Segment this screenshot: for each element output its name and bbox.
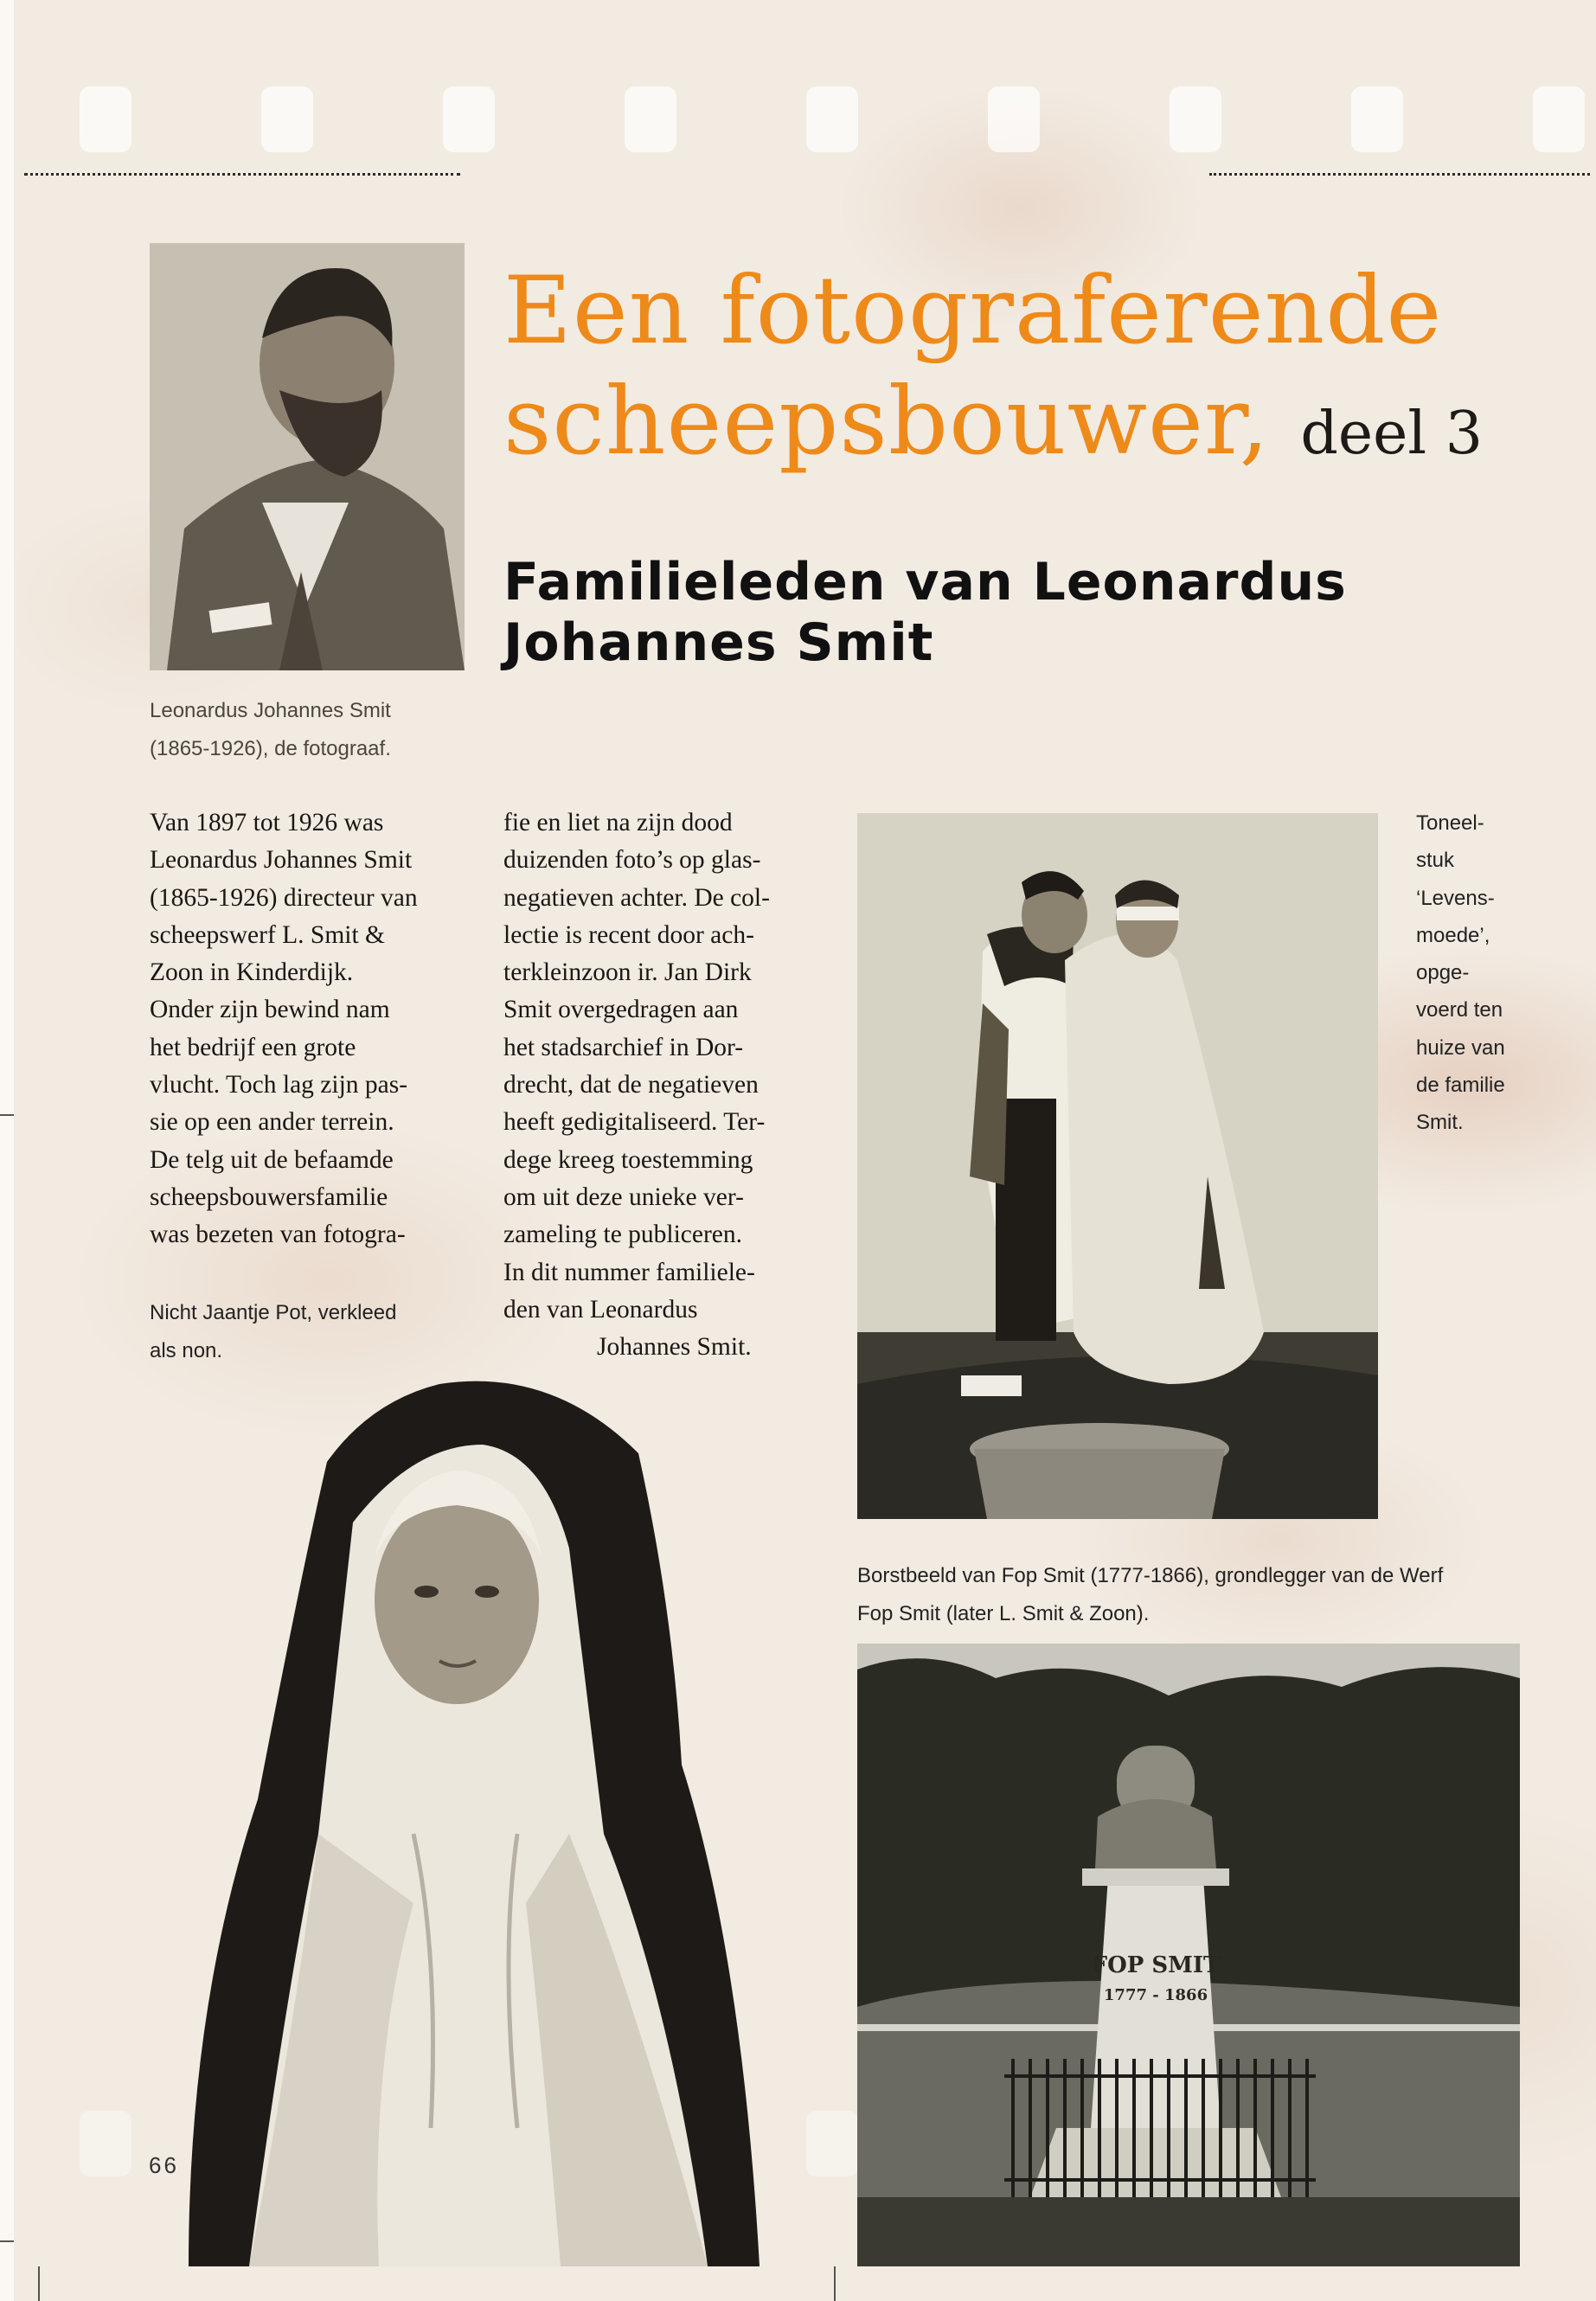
monument-years: 1777 - 1866	[1103, 1986, 1208, 2004]
body-line: Smit overgedragen aan	[503, 996, 739, 1024]
monument-name: FOP SMIT	[1091, 1952, 1221, 1978]
film-sprocket-hole	[625, 87, 676, 152]
bust-caption-line: Borstbeeld van Fop Smit (1777-1866), grondlegger van de Werf	[857, 1564, 1444, 1587]
theatre-play-photo	[857, 813, 1378, 1519]
title-part: deel 3	[1300, 400, 1483, 468]
body-line: den van Leonardus	[503, 1295, 698, 1324]
nun-caption-line: als non.	[150, 1339, 223, 1362]
body-line: (1865-1926) directeur van	[150, 883, 418, 912]
title-line-1: Een fotograferende	[503, 257, 1443, 365]
header-dotted-rule	[24, 173, 460, 176]
body-line: heeft gedigitaliseerd. Ter-	[503, 1108, 766, 1137]
body-line: was bezeten van fotogra-	[150, 1221, 406, 1249]
body-line: Zoon in Kinderdijk.	[150, 958, 354, 987]
portrait-caption	[150, 692, 391, 768]
body-line: Leonardus Johannes Smit	[150, 846, 413, 875]
nun-caption-line: Nicht Jaantje Pot, verkleed	[150, 1301, 397, 1324]
body-line: het bedrijf een grote	[150, 1033, 356, 1061]
body-line: Onder zijn bewind nam	[150, 996, 390, 1024]
film-sprocket-hole	[1533, 87, 1585, 152]
crop-mark	[38, 2266, 40, 2301]
crop-mark	[834, 2266, 836, 2301]
play-caption-line: Smit.	[1416, 1111, 1464, 1135]
subtitle-line-2: Johannes Smit	[503, 612, 934, 673]
body-line: De telg uit de befaamde	[150, 1145, 394, 1174]
play-caption-line: de familie	[1416, 1074, 1505, 1098]
body-line: Johannes Smit.	[597, 1333, 752, 1362]
film-sprocket-hole	[261, 87, 313, 152]
film-sprocket-hole	[988, 87, 1040, 152]
body-line: In dit nummer familiele-	[503, 1258, 755, 1286]
crop-mark	[0, 1114, 14, 1116]
play-caption-line: voerd ten	[1416, 998, 1503, 1022]
portrait-photo	[150, 243, 465, 670]
body-line: Van 1897 tot 1926 was	[150, 809, 384, 836]
body-line: dege kreeg toestemming	[503, 1145, 753, 1174]
portrait-caption-line: (1865-1926), de fotograaf.	[150, 737, 391, 760]
play-caption-line: Toneel-	[1416, 811, 1484, 835]
play-caption-line: stuk	[1416, 849, 1455, 873]
article-title	[503, 256, 1483, 490]
body-line: terkleinzoon ir. Jan Dirk	[503, 958, 752, 987]
bust-caption	[857, 1557, 1443, 1633]
body-line: om uit deze unieke ver-	[503, 1183, 744, 1211]
film-sprocket-hole	[1351, 87, 1403, 152]
nun-photo	[154, 1349, 811, 2266]
theatre-play-caption	[1416, 804, 1505, 1142]
body-line: het stadsarchief in Dor-	[503, 1033, 744, 1061]
body-line: negatieven achter. De col-	[503, 883, 770, 912]
body-line: lectie is recent door ach-	[503, 920, 754, 949]
play-caption-line: opge-	[1416, 961, 1470, 985]
body-line: scheepswerf L. Smit &	[150, 920, 385, 949]
header-dotted-rule	[1209, 173, 1590, 176]
body-line: sie op een ander terrein.	[150, 1108, 394, 1137]
crop-mark	[0, 2240, 14, 2242]
film-sprocket-hole	[806, 2111, 858, 2176]
article-subtitle	[503, 552, 1347, 673]
body-line: duizenden foto’s op glas-	[503, 846, 761, 875]
body-column-2	[503, 804, 770, 1366]
title-line-2: scheepsbouwer,	[503, 368, 1271, 476]
monument-photo	[857, 1644, 1520, 2266]
page-number: 66	[149, 2152, 179, 2178]
play-caption-line: ‘Levens-	[1416, 886, 1495, 910]
body-line: zameling te publiceren.	[503, 1221, 743, 1249]
film-sprocket-hole	[806, 87, 858, 152]
film-sprocket-hole	[80, 87, 131, 152]
page-edge	[0, 0, 14, 2301]
subtitle-line-1: Familieleden van Leonardus	[503, 552, 1347, 612]
portrait-caption-line: Leonardus Johannes Smit	[150, 699, 391, 722]
film-sprocket-hole	[1170, 87, 1221, 152]
body-line: fie en liet na zijn dood	[503, 809, 733, 836]
film-sprocket-hole	[80, 2111, 131, 2176]
bust-caption-line: Fop Smit (later L. Smit & Zoon).	[857, 1602, 1150, 1625]
film-sprocket-hole	[443, 87, 495, 152]
play-caption-line: huize van	[1416, 1035, 1505, 1060]
play-caption-line: moede’,	[1416, 923, 1490, 947]
body-line: vlucht. Toch lag zijn pas-	[150, 1071, 408, 1099]
body-line: drecht, dat de negatieven	[503, 1071, 759, 1099]
body-line: scheepsbouwersfamilie	[150, 1183, 388, 1211]
body-column-1	[150, 804, 418, 1254]
